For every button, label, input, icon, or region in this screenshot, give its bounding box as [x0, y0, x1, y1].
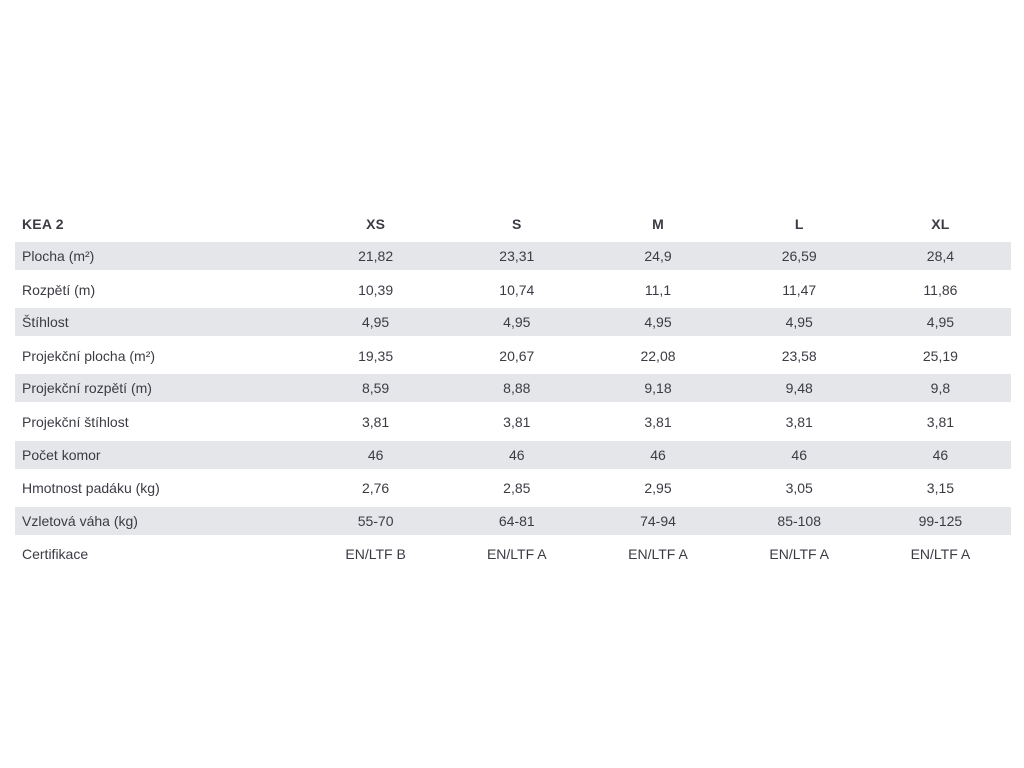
table-row	[15, 405, 1011, 438]
row-label: Plocha (m²)	[22, 248, 95, 265]
cell-value: EN/LTF A	[910, 546, 971, 563]
table-row	[15, 339, 1011, 372]
cell-value: 4,95	[926, 314, 955, 331]
cell-value: 2,76	[361, 480, 390, 497]
column-header-l: L	[794, 216, 804, 232]
cell-value: 3,81	[503, 414, 531, 431]
table-row	[15, 472, 1011, 505]
cell-value: 4,95	[785, 314, 813, 331]
cell-value: EN/LTF A	[628, 546, 688, 563]
cell-value: 4,95	[361, 314, 390, 331]
row-label: Počet komor	[22, 446, 101, 463]
cell-value: 24,9	[644, 248, 672, 265]
row-label: Rozpětí (m)	[22, 281, 96, 298]
cell-value: 26,59	[781, 248, 817, 265]
cell-value: 2,85	[503, 480, 531, 497]
cell-value: 11,47	[782, 281, 817, 298]
cell-value: 3,05	[785, 480, 813, 497]
cell-value: 23,58	[781, 347, 817, 364]
table-row	[15, 538, 1011, 571]
cell-value: EN/LTF B	[345, 546, 406, 563]
row-label: Certifikace	[22, 546, 89, 563]
cell-value: 4,95	[644, 314, 672, 331]
cell-value: 9,48	[785, 380, 813, 397]
table-body	[15, 240, 1011, 571]
cell-value: 3,81	[644, 414, 672, 431]
table-row	[15, 306, 1011, 339]
column-header-xl: XL	[931, 216, 950, 232]
row-label: Projekční plocha (m²)	[22, 347, 156, 364]
cell-value: 3,81	[926, 414, 955, 431]
cell-value: 8,59	[361, 380, 390, 397]
cell-value: EN/LTF A	[486, 546, 547, 563]
cell-value: 64-81	[498, 512, 535, 529]
row-label: Projekční rozpětí (m)	[22, 380, 152, 397]
cell-value: 10,74	[499, 281, 535, 298]
column-header-s: S	[512, 216, 522, 232]
cell-value: 46	[509, 446, 525, 463]
cell-value: 11,86	[923, 281, 958, 298]
table-row	[15, 240, 1011, 273]
cell-value: 3,81	[361, 414, 390, 431]
column-header-xs: XS	[366, 216, 386, 232]
row-label: Projekční štíhlost	[22, 414, 129, 431]
cell-value: 46	[932, 446, 949, 463]
cell-value: 74-94	[640, 512, 676, 529]
cell-value: 11,1	[644, 281, 672, 298]
cell-value: 46	[650, 446, 666, 463]
cell-value: EN/LTF A	[769, 546, 830, 563]
cell-value: 20,67	[499, 347, 535, 364]
cell-value: 99-125	[918, 512, 963, 529]
cell-value: 10,39	[358, 281, 394, 298]
table-row	[15, 273, 1011, 306]
cell-value: 4,95	[503, 314, 531, 331]
cell-value: 55-70	[357, 512, 394, 529]
cell-value: 46	[791, 446, 807, 463]
cell-value: 46	[367, 446, 384, 463]
cell-value: 19,35	[358, 347, 394, 364]
row-label: Vzletová váha (kg)	[22, 512, 138, 529]
table-row	[15, 439, 1011, 472]
spec-table	[15, 208, 1011, 571]
cell-value: 23,31	[499, 248, 535, 265]
cell-value: 21,82	[358, 248, 394, 265]
cell-value: 9,8	[930, 380, 951, 397]
table-title: KEA 2	[22, 216, 64, 232]
cell-value: 2,95	[644, 480, 672, 497]
column-header-m: M	[652, 216, 664, 232]
table-row	[15, 372, 1011, 405]
cell-value: 28,4	[926, 248, 955, 265]
cell-value: 3,81	[785, 414, 813, 431]
row-label: Štíhlost	[22, 314, 69, 331]
cell-value: 3,15	[926, 480, 955, 497]
table-header-row	[15, 208, 1011, 240]
row-label: Hmotnost padáku (kg)	[22, 480, 160, 497]
cell-value: 9,18	[644, 380, 672, 397]
cell-value: 85-108	[777, 512, 821, 529]
cell-value: 8,88	[503, 380, 531, 397]
table-row	[15, 505, 1011, 538]
cell-value: 22,08	[640, 347, 676, 364]
cell-value: 25,19	[922, 347, 958, 364]
